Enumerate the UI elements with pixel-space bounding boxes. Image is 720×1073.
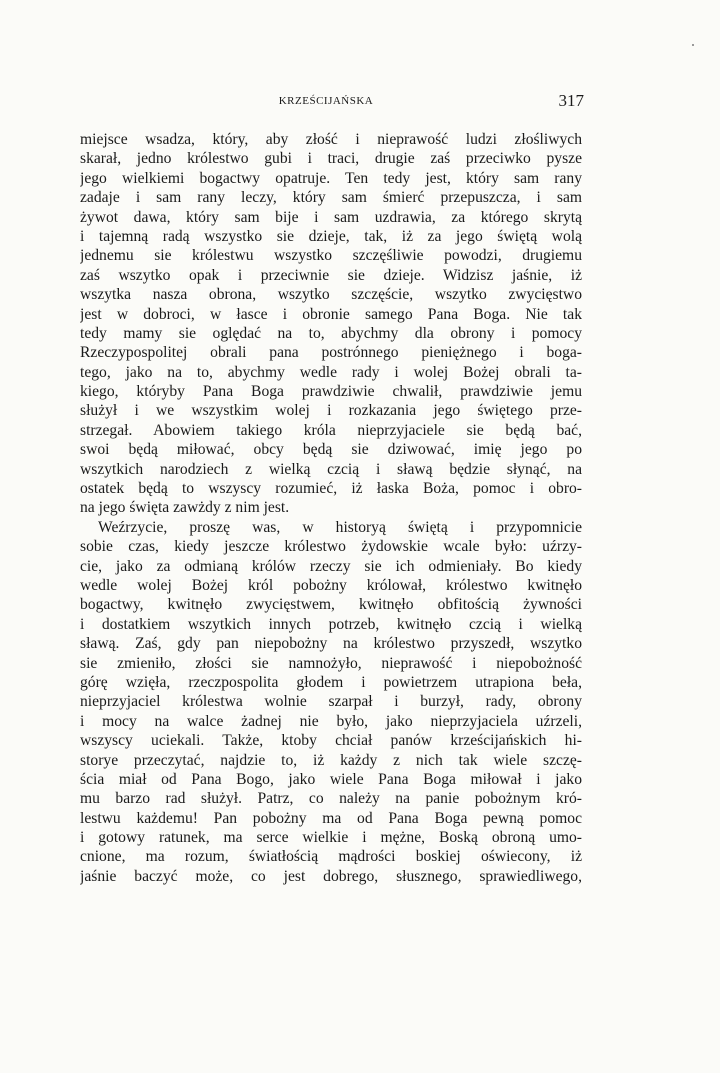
text-line: bogactwy, kwitnęło zwycięstwem, kwitnęło obfitością żywności (80, 596, 582, 614)
text-line: strzegał. Abowiem takiego króla nieprzyjaciele sie będą bać, (80, 421, 582, 439)
text-line: cie, jako za odmianą królów rzeczy sie ich odmieniały. Bo kiedy (80, 557, 582, 575)
text-line: ostatek będą to wszyscy rozumieć, iż łaska Boża, pomoc i obro- (80, 480, 582, 498)
text-line: służył i we wszystkim wolej i rozkazania jego świętego prze- (80, 402, 582, 420)
running-head: KRZEŚCIJAŃSKA (278, 95, 374, 107)
paragraph-start-line: Weźrzycie, proszę was, w historyą świętą i przypomnicie (98, 518, 582, 536)
text-line: jaśnie baczyć może, co jest dobrego, słusznego, sprawiedliwego, (80, 867, 582, 885)
text-line: ścia miał od Pana Bogo, jako wiele Pana Boga miłował i jako (80, 770, 582, 788)
text-line: zadaje i sam rany leczy, który sam śmierć przepuszcza, i sam (80, 189, 582, 207)
text-line: i dostatkiem wszytkich innych potrzeb, kwitnęło czcią i wielką (80, 615, 582, 633)
text-line: i mocy na walce żadnej nie było, jako nieprzyjaciela uźrzeli, (80, 712, 582, 730)
text-line: swoi będą miłować, obcy będą sie dziwować, imię jego po (80, 441, 582, 459)
text-line: sie zmieniło, złości sie namnożyło, nieprawość i niepobożność (80, 654, 582, 672)
text-line: wszytka nasza obrona, wszytko szczęście, wszytko zwycięstwo (80, 286, 582, 304)
scan-speck (692, 44, 694, 46)
text-line: żywot dawa, który sam bije i sam uzdrawia, za którego skrytą (80, 208, 582, 226)
text-line: kiego, któryby Pana Boga prawdziwie chwalił, prawdziwie jemu (80, 383, 582, 401)
text-line: sławą. Zaś, gdy pan niepobożny na królestwo przyszedł, wszytko (80, 635, 582, 653)
text-line: tego, jako na to, abychmy wedle rady i wolej Bożej obrali ta- (80, 363, 582, 381)
text-line: na jego święta zawżdy z nim jest. (80, 499, 290, 517)
text-line: cnione, ma rozum, światłością mądrości boskiej oświecony, iż (80, 848, 582, 866)
page-number: 317 (558, 91, 584, 110)
text-line: wedle wolej Bożej król pobożny królował, królestwo kwitnęło (80, 576, 582, 594)
text-line: tedy mamy sie oględać na to, abychmy dla obrony i pomocy (80, 324, 582, 342)
text-line: wszyscy uciekali. Także, ktoby chciał panów krześcijańskich hi- (80, 732, 582, 750)
text-line: i tajemną radą wszystko sie dzieje, tak, iż za jego świętą wolą (80, 227, 582, 245)
text-line: zaś wszytko opak i przeciwnie sie dzieje. Widzisz jaśnie, iż (80, 266, 582, 284)
text-line: lestwu każdemu! Pan pobożny ma od Pana Boga pewną pomoc (80, 809, 582, 827)
text-line: wszytkich narodziech z wielką czcią i sławą będzie słynąć, na (80, 460, 582, 478)
text-line: Rzeczypospolitej obrali pana postrónnego pieniężnego i boga- (80, 344, 582, 362)
text-line: storye przeczytać, najdzie to, iż każdy z nich tak wiele szczę- (80, 751, 582, 769)
body-text (80, 130, 582, 886)
page-header (70, 91, 582, 113)
text-line: skarał, jedno królestwo gubi i traci, drugie zaś przeciwko pysze (80, 150, 582, 168)
text-line: mu barzo rad służył. Patrz, co należy na panie pobożnym kró- (80, 790, 582, 808)
text-line: jest w dobroci, w łasce i obronie samego Pana Boga. Nie tak (80, 305, 582, 323)
text-line: górę wzięła, rzeczpospolita głodem i powietrzem utrapiona beła, (80, 673, 582, 691)
text-line: jednemu sie królestwu wszystko szczęśliwie powodzi, drugiemu (80, 247, 582, 265)
text-line: i gotowy ratunek, ma serce wielkie i mężne, Boską obroną umo- (80, 829, 582, 847)
text-line: miejsce wsadza, który, aby złość i nieprawość ludzi złośliwych (80, 131, 582, 148)
text-line: sobie czas, kiedy jeszcze królestwo żydowskie wcale było: uźrzy- (80, 538, 582, 556)
text-line: jego wielkiemi bogactwy opatruje. Ten tedy jest, który sam rany (80, 169, 582, 187)
text-line: nieprzyjaciel królestwa wolnie szarpał i burzył, rady, obrony (80, 693, 582, 711)
